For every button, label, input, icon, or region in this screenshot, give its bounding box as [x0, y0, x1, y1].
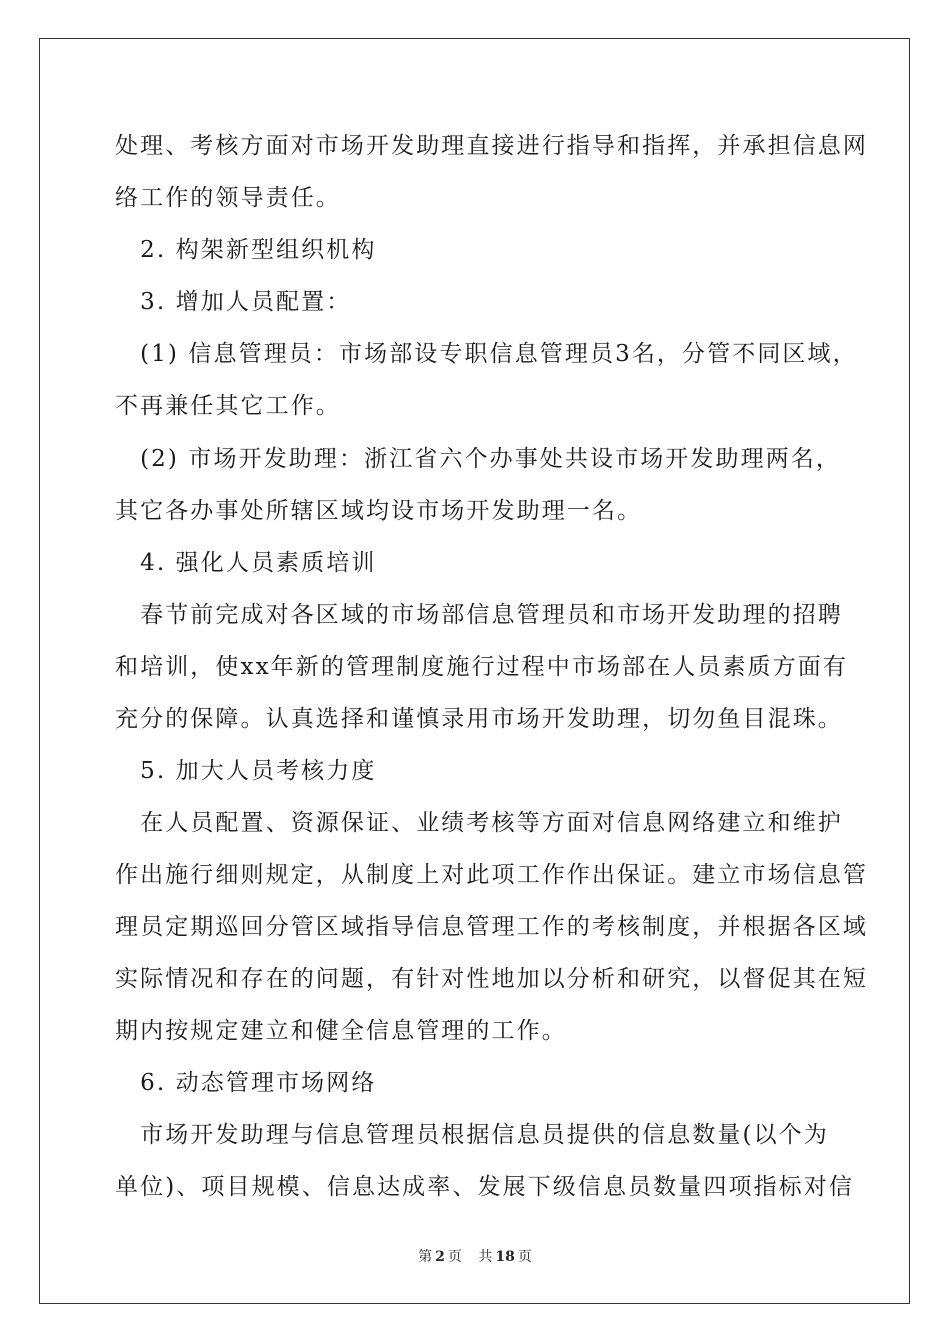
- text-line: 处理、考核方面对市场开发助理直接进行指导和指挥，并承担信息网: [115, 133, 868, 159]
- text-line: 充分的保障。认真选择和谨慎录用市场开发助理，切勿鱼目混珠。: [115, 706, 843, 732]
- text-line: 不再兼任其它工作。: [115, 393, 341, 419]
- total-indicator: [475, 1249, 534, 1265]
- text-line: 6. 动态管理市场网络: [115, 1070, 377, 1096]
- text-line: 在人员配置、资源保证、业绩考核等方面对信息网络建立和维护: [115, 810, 843, 836]
- text-line: 5. 加大人员考核力度: [115, 758, 377, 784]
- page-footer: [0, 1246, 950, 1266]
- text-line: 作出施行细则规定，从制度上对此项工作作出保证。建立市场信息管: [115, 862, 868, 888]
- text-line: (2) 市场开发助理：浙江省六个办事处共设市场开发助理两名，: [115, 446, 841, 472]
- text-line: 期内按规定建立和健全信息管理的工作。: [115, 1018, 567, 1044]
- text-line: 实际情况和存在的问题，有针对性地加以分析和研究，以督促其在短: [115, 966, 868, 992]
- page-number: 2: [435, 1249, 445, 1265]
- text-line: 理员定期巡回分管区域指导信息管理工作的考核制度，并根据各区域: [115, 914, 868, 940]
- text-line: 春节前完成对各区域的市场部信息管理员和市场开发助理的招聘: [115, 602, 843, 628]
- text-line: 络工作的领导责任。: [115, 185, 341, 211]
- page-suffix: 页: [447, 1249, 462, 1265]
- text-line: 4. 强化人员素质培训: [115, 550, 377, 576]
- total-pages: 18: [495, 1249, 515, 1265]
- total-suffix: 页: [517, 1249, 532, 1265]
- text-line: 市场开发助理与信息管理员根据信息员提供的信息数量(以个为: [115, 1122, 829, 1148]
- text-line: 单位)、项目规模、信息达成率、发展下级信息员数量四项指标对信: [115, 1174, 854, 1200]
- total-prefix: 共: [478, 1249, 493, 1265]
- page-indicator: [415, 1249, 465, 1265]
- text-line: 其它各办事处所辖区域均设市场开发助理一名。: [115, 498, 643, 524]
- text-line: (1) 信息管理员：市场部设专职信息管理员3名，分管不同区域，: [115, 341, 858, 367]
- text-line: 3. 增加人员配置：: [115, 289, 352, 315]
- text-line: 2. 构架新型组织机构: [115, 237, 377, 263]
- page-prefix: 第: [418, 1249, 433, 1265]
- text-line: 和培训，使xx年新的管理制度施行过程中市场部在人员素质方面有: [115, 654, 848, 680]
